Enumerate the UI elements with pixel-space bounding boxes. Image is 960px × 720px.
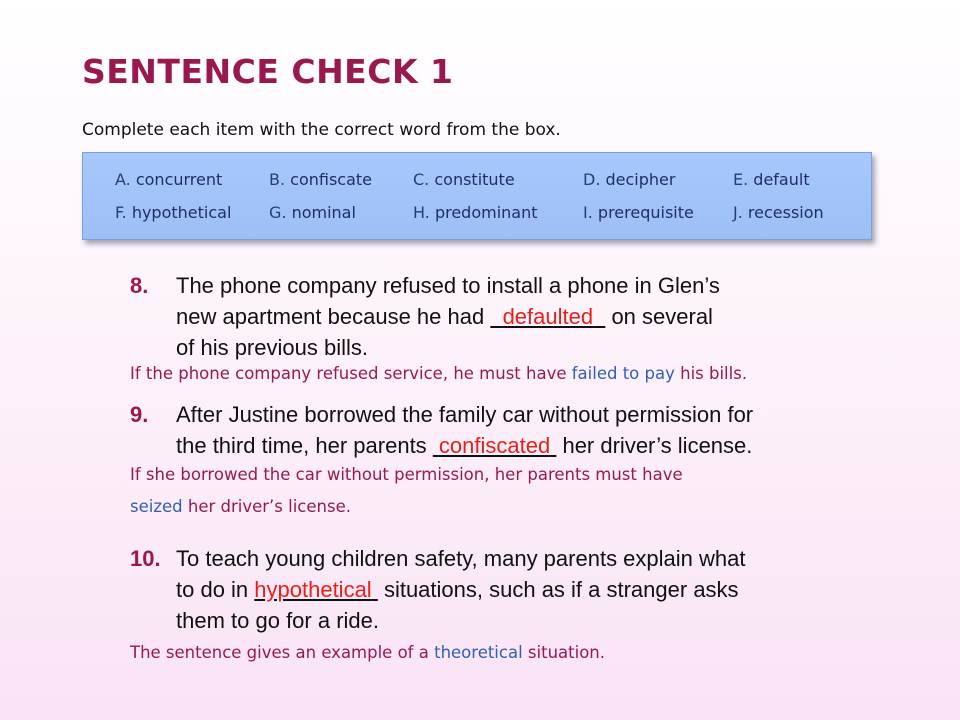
answer: hypothetical	[254, 577, 372, 602]
item-10	[130, 543, 930, 637]
item-8	[130, 270, 930, 364]
item-line: of his previous bills.	[176, 335, 368, 360]
item-line: them to go for a ride.	[176, 608, 379, 633]
answer-blank	[490, 301, 605, 332]
answer: confiscated	[438, 433, 551, 458]
word-option-h: H. predominant	[413, 203, 538, 222]
item-number: 9.	[130, 402, 149, 427]
item-9-explanation: If she borrowed the car without permission, her parents must have	[130, 465, 683, 484]
item-line: To teach young children safety, many parents explain what	[176, 546, 746, 571]
page-title: SENTENCE CHECK 1	[82, 52, 454, 91]
word-option-a: A. concurrent	[115, 170, 223, 189]
word-option-d: D. decipher	[583, 170, 676, 189]
item-number: 10.	[130, 546, 161, 571]
word-option-b: B. confiscate	[269, 170, 373, 189]
word-option-j: J. recession	[733, 203, 824, 222]
item-line: the third time, her parents confiscated her driver’s license.	[176, 430, 752, 461]
explanation-highlight: failed to pay	[571, 364, 675, 383]
item-line: to do in hypothetical situations, such as if a stranger asks	[176, 574, 739, 605]
word-option-f: F. hypothetical	[115, 203, 232, 222]
word-option-e: E. default	[733, 170, 810, 189]
item-line: The phone company refused to install a phone in Glen’s	[176, 273, 720, 298]
item-line: new apartment because he had defaulted on several	[176, 301, 713, 332]
item-line: After Justine borrowed the family car without permission for	[176, 402, 754, 427]
explanation-highlight: seized	[130, 497, 183, 516]
item-9	[130, 399, 930, 461]
answer: defaulted	[502, 304, 594, 329]
answer-blank	[254, 574, 378, 605]
item-9-explanation-cont: seized her driver’s license.	[130, 497, 351, 516]
word-option-c: C. constitute	[413, 170, 515, 189]
explanation-highlight: theoretical	[434, 643, 523, 662]
word-option-i: I. prerequisite	[583, 203, 694, 222]
item-number: 8.	[130, 273, 149, 298]
instructions: Complete each item with the correct word from the box.	[82, 120, 561, 140]
answer-blank	[433, 430, 557, 461]
item-10-explanation: The sentence gives an example of a theoretical situation.	[130, 643, 605, 662]
word-option-g: G. nominal	[269, 203, 356, 222]
word-box	[82, 152, 872, 240]
item-8-explanation: If the phone company refused service, he must have failed to pay his bills.	[130, 364, 748, 383]
